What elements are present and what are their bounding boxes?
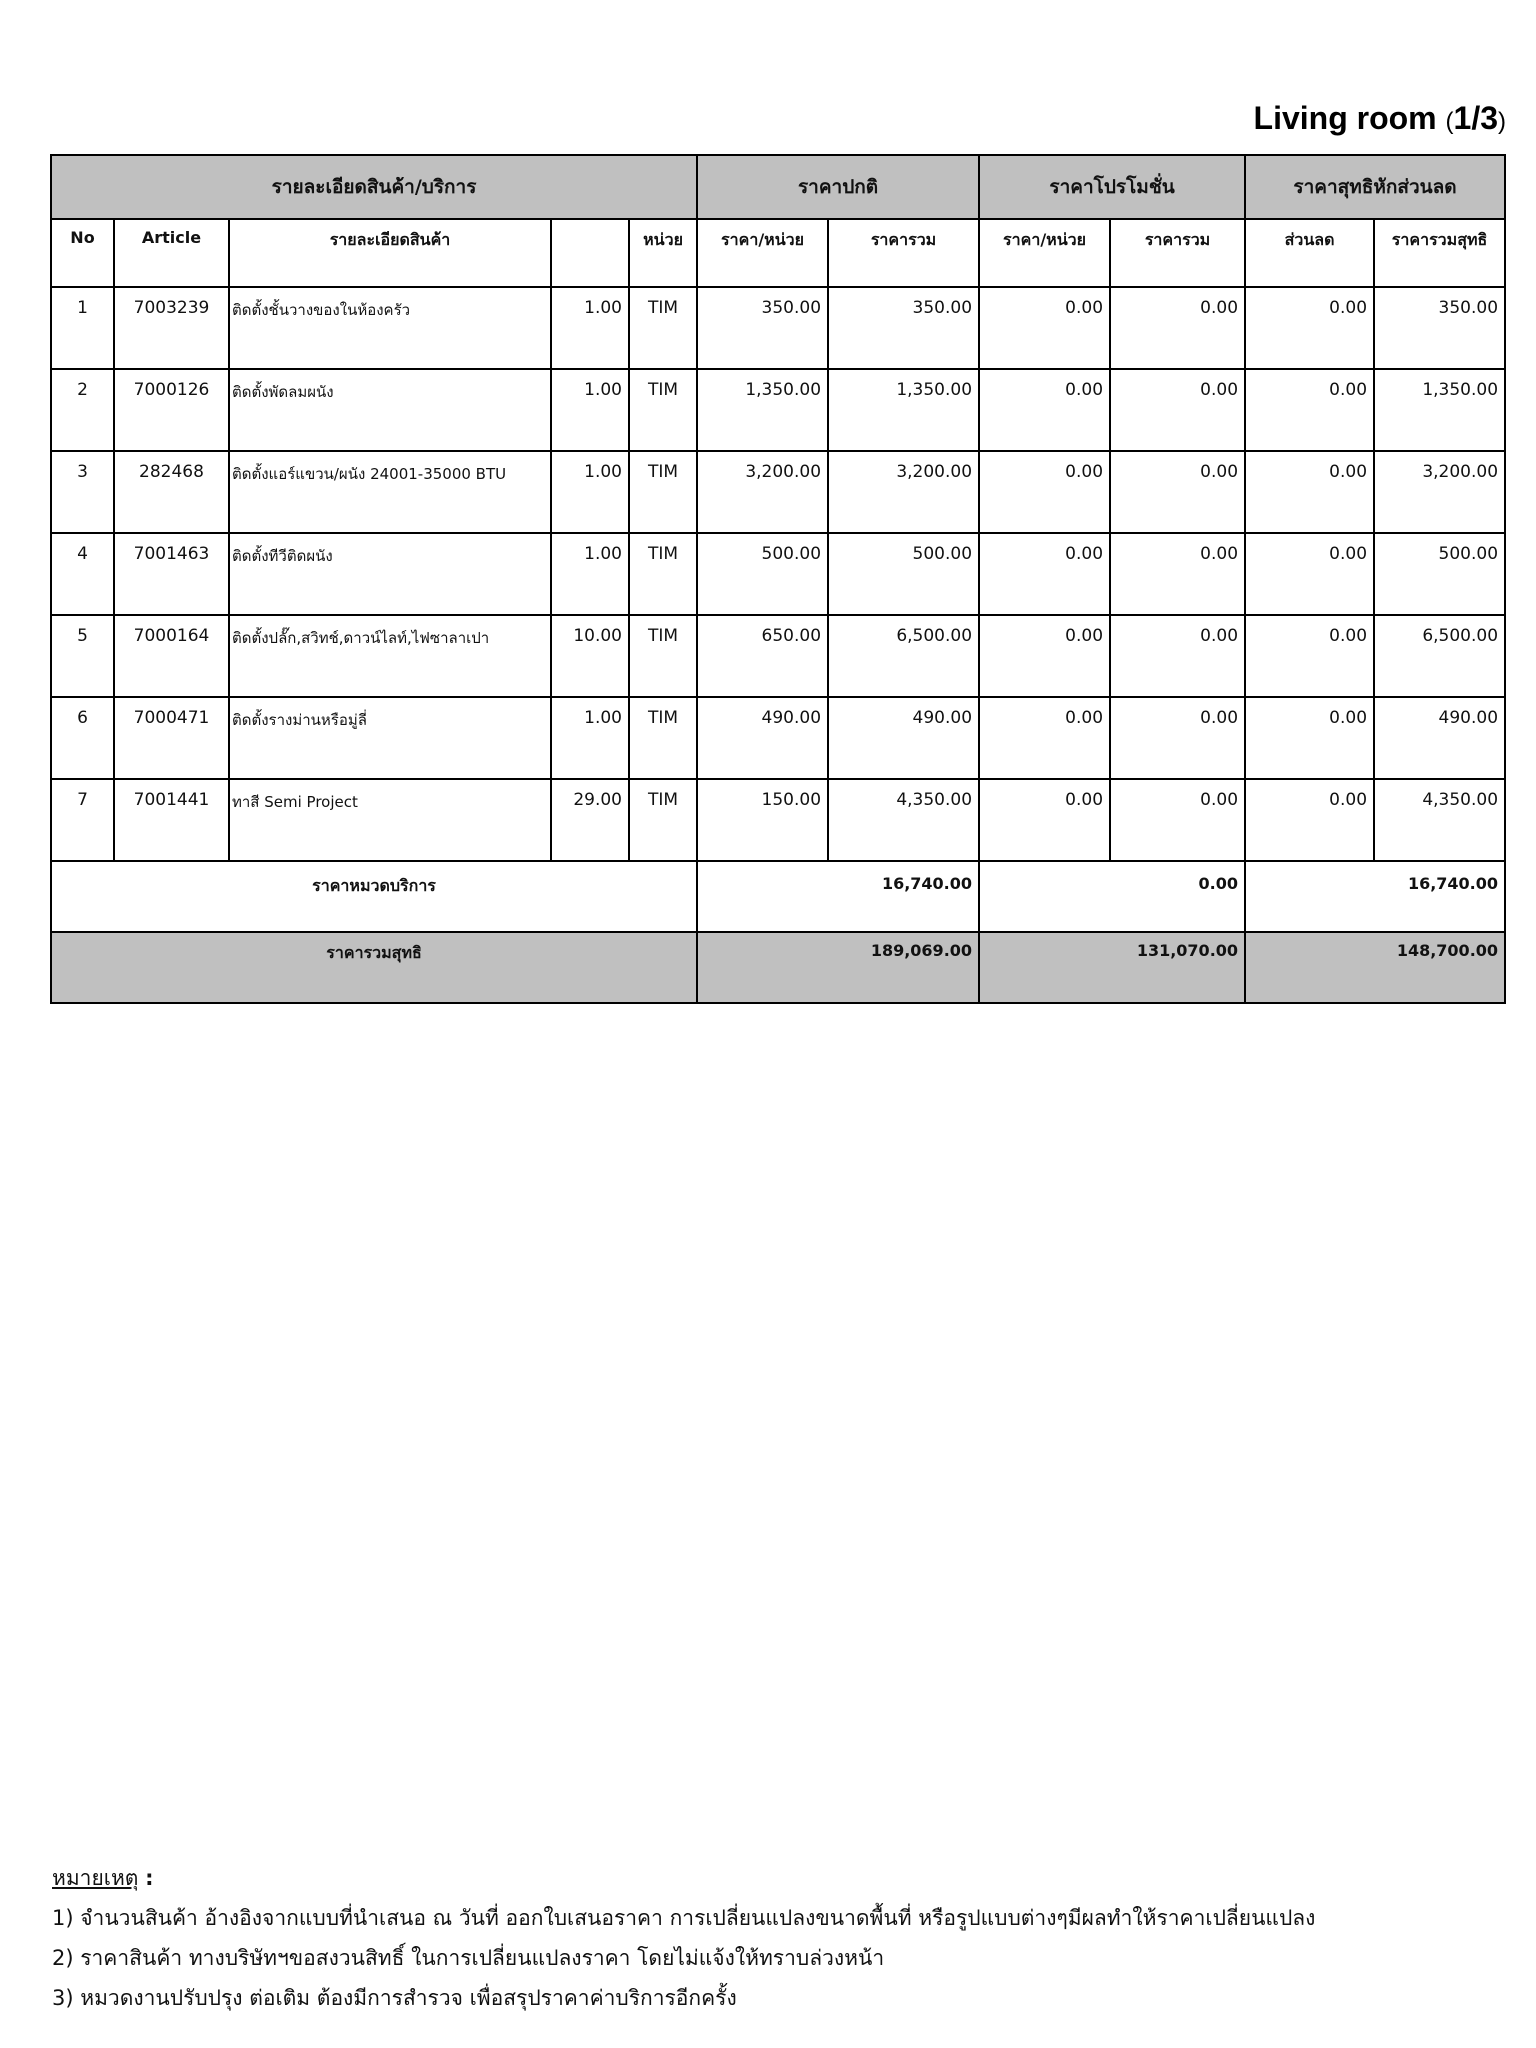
cell-unit: TIM [629,369,697,451]
cell-reg-total: 350.00 [828,287,979,369]
cell-promo-total: 0.00 [1110,533,1245,615]
cell-qty: 1.00 [551,533,629,615]
cell-discount: 0.00 [1245,697,1374,779]
cell-unit: TIM [629,779,697,861]
cell-reg-total: 500.00 [828,533,979,615]
notes-section [52,1858,1315,2018]
header-promo-price: ราคาโปรโมชั่น [979,155,1245,219]
cell-reg-total: 4,350.00 [828,779,979,861]
note-line: 2) ราคาสินค้า ทางบริษัทฯขอสงวนสิทธิ์ ในการเปลี่ยนแปลงราคา โดยไม่แจ้งให้ทราบล่วงหน้า [52,1946,885,1970]
grand-total-net: 148,700.00 [1245,932,1505,1003]
table-row [51,287,1505,369]
cell-no: 1 [51,287,114,369]
cell-article: 282468 [114,451,229,533]
cell-discount: 0.00 [1245,533,1374,615]
cell-promo-unit-price: 0.00 [979,697,1110,779]
cell-reg-unit-price: 490.00 [697,697,828,779]
subtotal-label: ราคาหมวดบริการ [51,861,697,932]
cell-description: ทาสี Semi Project [229,779,551,861]
cell-reg-total: 6,500.00 [828,615,979,697]
cell-qty: 1.00 [551,697,629,779]
column-header-row [51,219,1505,287]
cell-description: ติดตั้งรางม่านหรือมู่ลี่ [229,697,551,779]
cell-no: 4 [51,533,114,615]
cell-no: 5 [51,615,114,697]
col-promo-unit-price: ราคา/หน่วย [979,219,1110,287]
grand-total-promo: 131,070.00 [979,932,1245,1003]
cell-qty: 29.00 [551,779,629,861]
cell-promo-total: 0.00 [1110,369,1245,451]
room-name: Living room [1253,100,1437,136]
cell-promo-unit-price: 0.00 [979,369,1110,451]
cell-description: ติดตั้งพัดลมผนัง [229,369,551,451]
cell-discount: 0.00 [1245,615,1374,697]
table-row [51,615,1505,697]
table-row [51,451,1505,533]
cell-promo-total: 0.00 [1110,697,1245,779]
cell-reg-unit-price: 650.00 [697,615,828,697]
subtotal-net: 16,740.00 [1245,861,1505,932]
cell-unit: TIM [629,533,697,615]
table-row [51,697,1505,779]
cell-promo-unit-price: 0.00 [979,533,1110,615]
page-counter: 1/3 [1453,100,1498,136]
cell-net-total: 6,500.00 [1374,615,1505,697]
cell-net-total: 350.00 [1374,287,1505,369]
cell-article: 7001463 [114,533,229,615]
cell-description: ติดตั้งปลั๊ก,สวิทช์,ดาวน์ไลท์,ไฟซาลาเปา [229,615,551,697]
quotation-table [50,154,1506,1004]
grand-total-regular: 189,069.00 [697,932,979,1003]
notes-heading-colon: : [145,1866,154,1890]
cell-qty: 1.00 [551,369,629,451]
cell-article: 7003239 [114,287,229,369]
cell-description: ติดตั้งแอร์แขวน/ผนัง 24001-35000 BTU [229,451,551,533]
cell-discount: 0.00 [1245,779,1374,861]
cell-promo-unit-price: 0.00 [979,779,1110,861]
header-net-price: ราคาสุทธิหักส่วนลด [1245,155,1505,219]
cell-promo-unit-price: 0.00 [979,451,1110,533]
cell-reg-unit-price: 3,200.00 [697,451,828,533]
cell-article: 7000164 [114,615,229,697]
cell-unit: TIM [629,697,697,779]
cell-unit: TIM [629,615,697,697]
notes-heading-line [52,1858,1315,1898]
col-qty [551,219,629,287]
cell-reg-total: 1,350.00 [828,369,979,451]
header-details: รายละเอียดสินค้า/บริการ [51,155,697,219]
cell-discount: 0.00 [1245,451,1374,533]
cell-no: 7 [51,779,114,861]
note-line: 1) จำนวนสินค้า อ้างอิงจากแบบที่นำเสนอ ณ วันที่ ออกใบเสนอราคา การเปลี่ยนแปลงขนาดพื้นที่ หรือรูปแบบต่างๆมีผลทำให้ราคาเปลี่ยนแปลง [52,1906,1316,1930]
col-reg-unit-price: ราคา/หน่วย [697,219,828,287]
cell-net-total: 3,200.00 [1374,451,1505,533]
cell-promo-total: 0.00 [1110,615,1245,697]
cell-no: 3 [51,451,114,533]
col-no: No [51,219,114,287]
cell-article: 7000471 [114,697,229,779]
cell-reg-unit-price: 1,350.00 [697,369,828,451]
cell-no: 2 [51,369,114,451]
cell-unit: TIM [629,287,697,369]
note-line: 3) หมวดงานปรับปรุง ต่อเติม ต้องมีการสำรวจ เพื่อสรุปราคาค่าบริการอีกครั้ง [52,1986,737,2010]
col-reg-total: ราคารวม [828,219,979,287]
page-counter-close: ) [1498,108,1506,135]
page-title [1254,100,1506,137]
cell-qty: 1.00 [551,451,629,533]
col-promo-total: ราคารวม [1110,219,1245,287]
col-description: รายละเอียดสินค้า [229,219,551,287]
table-row [51,369,1505,451]
cell-net-total: 490.00 [1374,697,1505,779]
cell-unit: TIM [629,451,697,533]
cell-description: ติดตั้งทีวีติดผนัง [229,533,551,615]
cell-promo-unit-price: 0.00 [979,615,1110,697]
cell-reg-total: 3,200.00 [828,451,979,533]
cell-net-total: 500.00 [1374,533,1505,615]
notes-heading: หมายเหตุ [52,1866,139,1890]
col-discount: ส่วนลด [1245,219,1374,287]
cell-qty: 1.00 [551,287,629,369]
cell-qty: 10.00 [551,615,629,697]
cell-description: ติดตั้งชั้นวางของในห้องครัว [229,287,551,369]
header-group-row [51,155,1505,219]
cell-article: 7001441 [114,779,229,861]
col-article: Article [114,219,229,287]
subtotal-promo: 0.00 [979,861,1245,932]
cell-net-total: 1,350.00 [1374,369,1505,451]
cell-discount: 0.00 [1245,369,1374,451]
grand-total-row [51,932,1505,1003]
cell-reg-unit-price: 350.00 [697,287,828,369]
cell-reg-total: 490.00 [828,697,979,779]
subtotal-row [51,861,1505,932]
cell-discount: 0.00 [1245,287,1374,369]
grand-total-label: ราคารวมสุทธิ [51,932,697,1003]
cell-promo-total: 0.00 [1110,287,1245,369]
subtotal-regular: 16,740.00 [697,861,979,932]
table-row [51,533,1505,615]
cell-article: 7000126 [114,369,229,451]
cell-promo-total: 0.00 [1110,451,1245,533]
cell-reg-unit-price: 150.00 [697,779,828,861]
page-counter-open: ( [1445,108,1454,135]
table-row [51,779,1505,861]
cell-no: 6 [51,697,114,779]
header-regular-price: ราคาปกติ [697,155,979,219]
cell-promo-unit-price: 0.00 [979,287,1110,369]
col-unit: หน่วย [629,219,697,287]
cell-promo-total: 0.00 [1110,779,1245,861]
cell-reg-unit-price: 500.00 [697,533,828,615]
cell-net-total: 4,350.00 [1374,779,1505,861]
col-net-total: ราคารวมสุทธิ [1374,219,1505,287]
